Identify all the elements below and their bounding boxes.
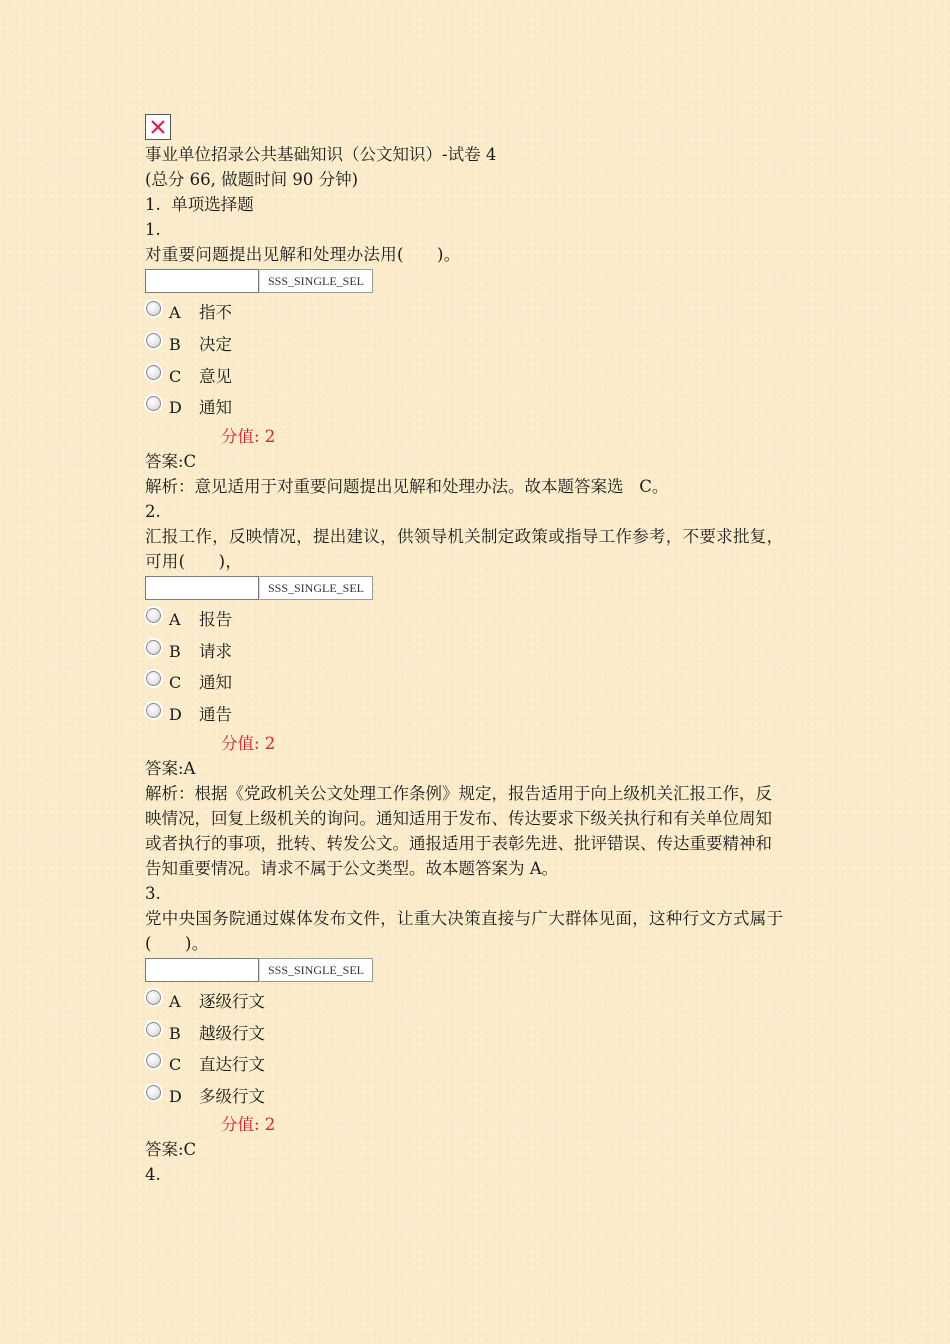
- question-number: 3.: [145, 883, 161, 903]
- option-a[interactable]: [145, 604, 785, 636]
- option-text: 决定: [199, 335, 232, 355]
- analysis-text: 解析：意见适用于对重要问题提出见解和处理办法。故本题答案选 C。: [145, 476, 669, 496]
- option-c[interactable]: [145, 360, 785, 392]
- radio-button[interactable]: [146, 640, 161, 655]
- option-d[interactable]: [145, 699, 785, 731]
- radio-button[interactable]: [146, 608, 161, 623]
- answer-input[interactable]: [145, 576, 259, 600]
- exam-meta: (总分 66, 做题时间 90 分钟): [145, 170, 359, 189]
- option-text: 通告: [199, 705, 232, 725]
- radio-button[interactable]: [146, 1053, 161, 1068]
- exam-page: [145, 114, 785, 1187]
- answer-box: [145, 269, 785, 293]
- option-d[interactable]: [145, 392, 785, 424]
- option-text: 越级行文: [199, 1023, 265, 1043]
- score-label: 分值: 2: [221, 426, 276, 446]
- option-c[interactable]: [145, 1049, 785, 1081]
- option-letter: D: [169, 705, 182, 725]
- radio-button[interactable]: [146, 365, 161, 380]
- question-text: 汇报工作，反映情况，提出建议，供领导机关制定政策或指导工作参考，不要求批复，可用( )，: [145, 526, 784, 571]
- answer-input[interactable]: [145, 269, 259, 293]
- question-number: 1.: [145, 220, 161, 239]
- analysis-text: 解析：根据《党政机关公文处理工作条例》规定，报告适用于向上级机关汇报工作，反映情况，回复上级机关的询问。通知适用于发布、传达要求下级关执行和有关单位周知或者执行的事项，批转、转发公文。通报适用于表彰先进、批评错误、传达重要精神和告知重要情况。请求不属于公文类型。故本题答案为 A。: [145, 783, 772, 878]
- option-a[interactable]: [145, 986, 785, 1018]
- radio-button[interactable]: [146, 396, 161, 411]
- question-2: [145, 499, 785, 881]
- radio-button[interactable]: [146, 1022, 161, 1037]
- question-number: 4.: [145, 1165, 161, 1185]
- option-text: 指不: [199, 303, 232, 323]
- question-text: 党中央国务院通过媒体发布文件，让重大决策直接与广大群体见面，这种行文方式属于( )。: [145, 908, 784, 953]
- option-text: 逐级行文: [199, 991, 265, 1011]
- answer-box: [145, 958, 785, 982]
- option-text: 请求: [199, 641, 232, 661]
- option-letter: B: [169, 335, 181, 355]
- question-4: [145, 1162, 785, 1187]
- option-letter: C: [169, 366, 182, 386]
- option-letter: B: [169, 1023, 181, 1043]
- answer-box: [145, 576, 785, 600]
- score-label: 分值: 2: [221, 733, 276, 753]
- question-type-tag: SSS_SINGLE_SEL: [259, 576, 373, 600]
- option-text: 通知: [199, 673, 232, 693]
- exam-title: 事业单位招录公共基础知识（公文知识）-试卷 4: [145, 145, 497, 164]
- section-heading: 1. 单项选择题: [145, 195, 254, 214]
- answer-label: 答案:C: [145, 1140, 197, 1160]
- option-c[interactable]: [145, 667, 785, 699]
- option-letter: D: [169, 1086, 182, 1106]
- option-b[interactable]: [145, 1017, 785, 1049]
- option-letter: D: [169, 398, 182, 418]
- radio-button[interactable]: [146, 990, 161, 1005]
- answer-input[interactable]: [145, 958, 259, 982]
- broken-image-icon: [145, 114, 171, 140]
- option-letter: A: [169, 991, 181, 1011]
- question-1: [145, 217, 785, 499]
- option-letter: C: [169, 673, 182, 693]
- question-type-tag: SSS_SINGLE_SEL: [259, 269, 373, 293]
- question-number: 2.: [145, 501, 161, 521]
- option-letter: C: [169, 1055, 182, 1075]
- option-letter: B: [169, 641, 181, 661]
- answer-label: 答案:A: [145, 758, 196, 778]
- option-letter: A: [169, 303, 181, 323]
- question-text: 对重要问题提出见解和处理办法用( )。: [145, 245, 461, 264]
- option-text: 报告: [199, 610, 232, 630]
- answer-label: 答案:C: [145, 451, 197, 471]
- question-type-tag: SSS_SINGLE_SEL: [259, 958, 373, 982]
- option-text: 多级行文: [199, 1086, 265, 1106]
- radio-button[interactable]: [146, 333, 161, 348]
- radio-button[interactable]: [146, 671, 161, 686]
- option-text: 直达行文: [199, 1055, 265, 1075]
- option-d[interactable]: [145, 1081, 785, 1113]
- radio-button[interactable]: [146, 301, 161, 316]
- question-3: [145, 881, 785, 1163]
- radio-button[interactable]: [146, 1085, 161, 1100]
- option-b[interactable]: [145, 329, 785, 361]
- score-label: 分值: 2: [221, 1115, 276, 1135]
- option-a[interactable]: [145, 297, 785, 329]
- option-b[interactable]: [145, 635, 785, 667]
- option-letter: A: [169, 610, 181, 630]
- option-text: 通知: [199, 398, 232, 418]
- option-text: 意见: [199, 366, 232, 386]
- radio-button[interactable]: [146, 703, 161, 718]
